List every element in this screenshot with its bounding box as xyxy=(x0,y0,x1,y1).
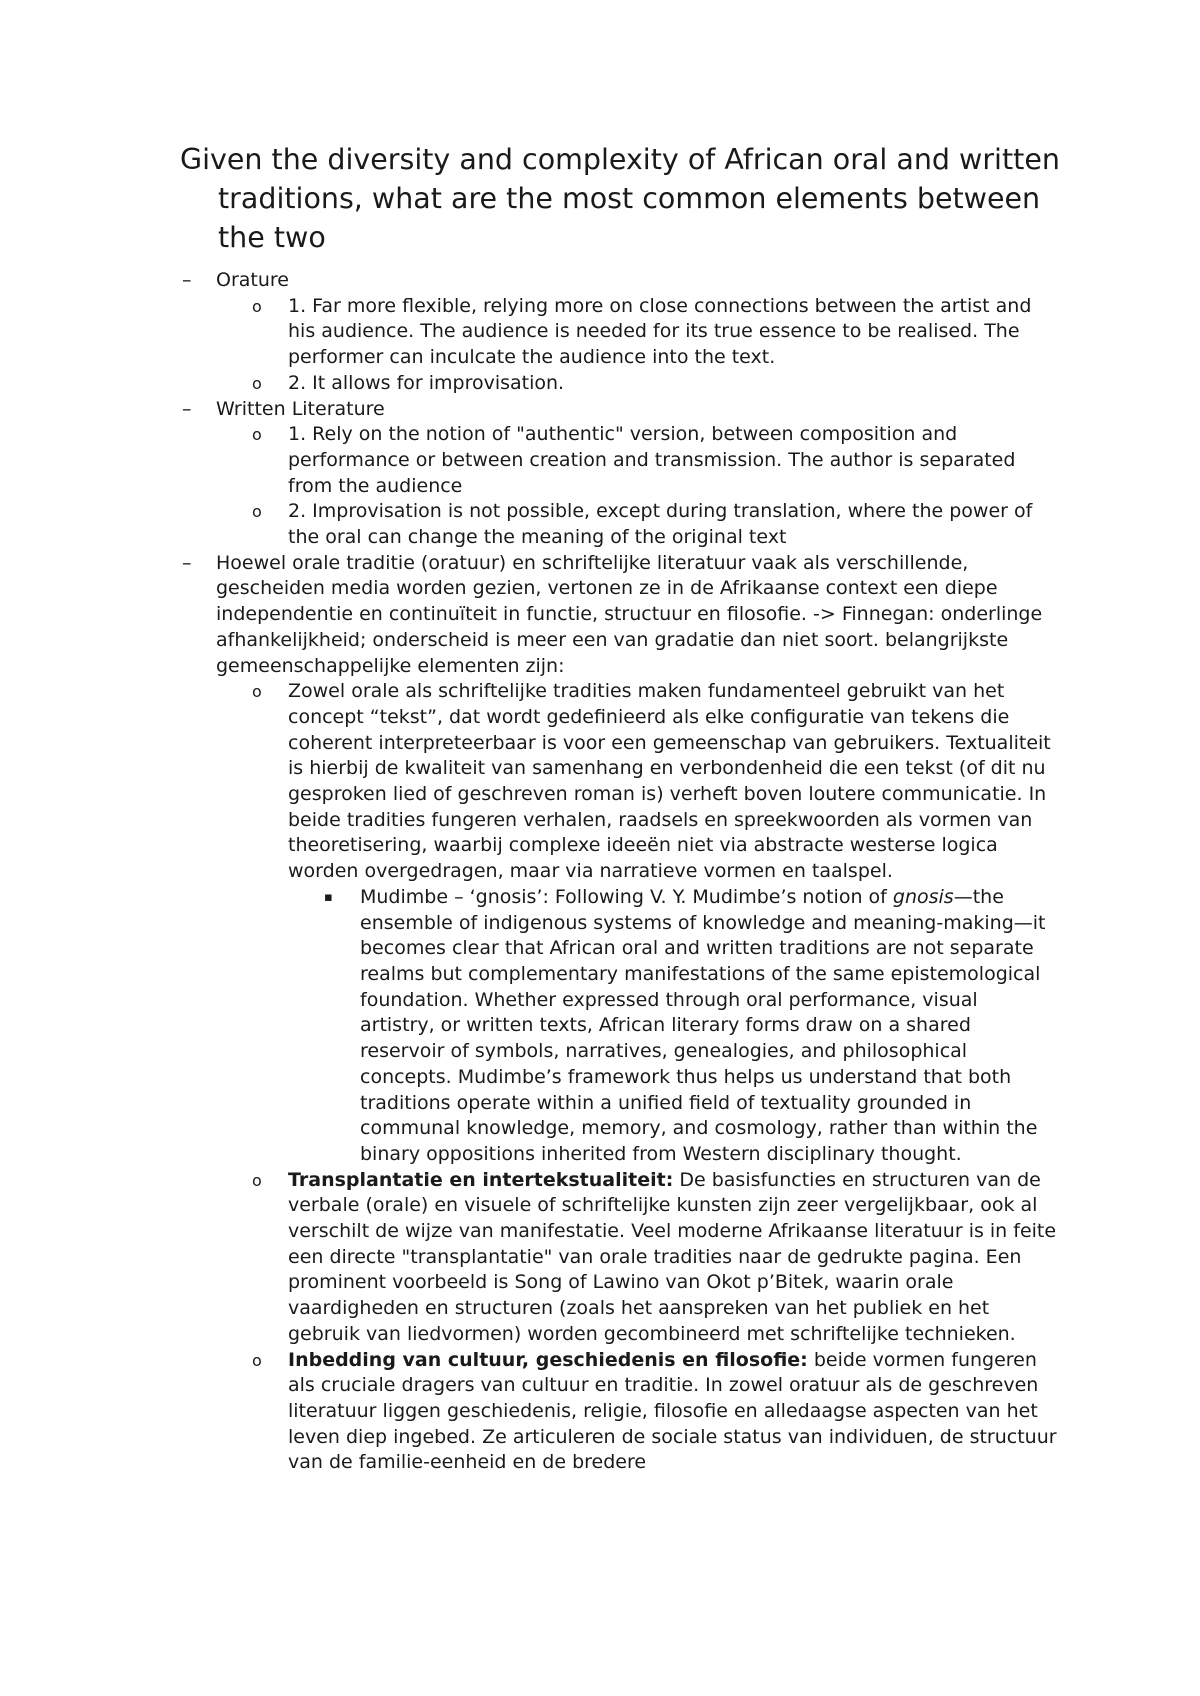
list-item-orature-point-1 xyxy=(0,294,1058,371)
circle-bullet: o xyxy=(252,1350,262,1370)
list-item-mudimbe xyxy=(0,885,1058,1168)
circle-bullet: o xyxy=(252,373,262,393)
dash-bullet: – xyxy=(182,397,192,420)
list-item-orature xyxy=(0,268,1056,294)
item-text: 2. Improvisation is not possible, except during translation, where the power of the oral can change the meaning of the original text xyxy=(288,500,1033,549)
item-label: Written Literature xyxy=(216,397,385,420)
list-item-orature-point-2 xyxy=(0,371,1058,397)
list-item-written-literature xyxy=(0,397,1056,423)
outline-list xyxy=(0,268,1200,1476)
item-text-before: Mudimbe – ‘gnosis’: Following V. Y. Mudimbe’s notion of xyxy=(360,885,893,908)
document-heading: Given the diversity and complexity of African oral and written traditions, what are the most common elements between the two xyxy=(180,143,1060,254)
list-item-hoewel xyxy=(0,551,1056,680)
circle-bullet: o xyxy=(252,682,262,702)
square-bullet: ▪ xyxy=(324,889,333,905)
dash-bullet: – xyxy=(182,269,192,291)
item-text: 1. Far more flexible, relying more on close connections between the artist and his audience. The audience is needed for its true essence to be realised. The performer can inculcate the audience into the text. xyxy=(288,294,1032,369)
list-item-zowel xyxy=(0,679,1058,885)
list-item-written-point-2 xyxy=(0,499,1058,550)
item-text-after: —the ensemble of indigenous systems of knowledge and meaning-making—it becomes clear that African oral and written traditions are not separate realms but complementary manifestations of the same epistemological foundation. Whether expressed through oral performance, visual artistry, or written texts, African literary forms draw on a shared reservoir of symbols, narratives, genealogies, and philosophical concepts. Mudimbe’s framework thus helps us understand that both traditions operate within a unified field of textuality grounded in communal knowledge, memory, and cosmology, rather than within the binary oppositions inherited from Western disciplinary thought. xyxy=(360,885,1046,1165)
item-text: 1. Rely on the notion of "authentic" version, between composition and performance or between creation and transmission. The author is separated from the audience xyxy=(288,423,1016,497)
item-bold-label: Transplantatie en intertekstualiteit: xyxy=(288,1168,674,1191)
dash-bullet: – xyxy=(182,551,192,574)
circle-bullet: o xyxy=(252,296,262,316)
item-bold-label: Inbedding van cultuur, geschiedenis en filosofie: xyxy=(288,1348,808,1371)
item-italic-term: gnosis xyxy=(892,885,954,908)
item-text: beide vormen fungeren als cruciale dragers van cultuur en traditie. In zowel oratuur als de geschreven literatuur liggen geschiedenis, religie, filosofie en alledaagse aspecten van het leven diep ingebed. Ze articuleren de sociale status van individuen, de structuur van de familie-eenheid en de bredere xyxy=(288,1348,1057,1474)
list-item-inbedding xyxy=(0,1348,1058,1477)
item-label: Orature xyxy=(216,269,289,291)
item-text: De basisfuncties en structuren van de verbale (orale) en visuele of schriftelijke kunsten zijn zeer vergelijkbaar, ook al verschilt de wijze van manifestatie. Veel moderne Afrikaanse literatuur is in feite een directe "transplantatie" van orale tradities naar de gedrukte pagina. Een prominent voorbeeld is Song of Lawino van Okot p’Bitek, waarin orale vaardigheden en structuren (zoals het aanspreken van het publiek en het gebruik van liedvormen) worden gecombineerd met schriftelijke technieken. xyxy=(288,1168,1057,1345)
list-item-transplantatie xyxy=(0,1168,1058,1348)
item-text: 2. It allows for improvisation. xyxy=(288,371,565,394)
circle-bullet: o xyxy=(252,425,262,445)
circle-bullet: o xyxy=(252,1170,262,1190)
list-item-written-point-1 xyxy=(0,422,1058,499)
item-text: Zowel orale als schriftelijke tradities maken fundamenteel gebruikt van het concept “tekst”, dat wordt gedefinieerd als elke configuratie van tekens die coherent interpreteerbaar is voor een gemeenschap van gebruikers. Textualiteit is hierbij de kwaliteit van samenhang en verbondenheid die een tekst (of dit nu gesproken lied of geschreven roman is) verheft boven loutere communicatie. In beide tradities fungeren verhalen, raadsels en spreekwoorden als vormen van theoretisering, waarbij complexe ideeën niet via abstracte westerse logica worden overgedragen, maar via narratieve vormen en taalspel. xyxy=(288,680,1051,883)
item-text: Hoewel orale traditie (oratuur) en schriftelijke literatuur vaak als verschillende, gescheiden media worden gezien, vertonen ze in de Afrikaanse context een diepe independentie en continuïteit in functie, structuur en filosofie. -> Finnegan: onderlinge afhankelijkheid; onderscheid is meer een van gradatie dan niet soort. belangrijkste gemeenschappelijke elementen zijn: xyxy=(216,551,1043,677)
circle-bullet: o xyxy=(252,502,262,522)
